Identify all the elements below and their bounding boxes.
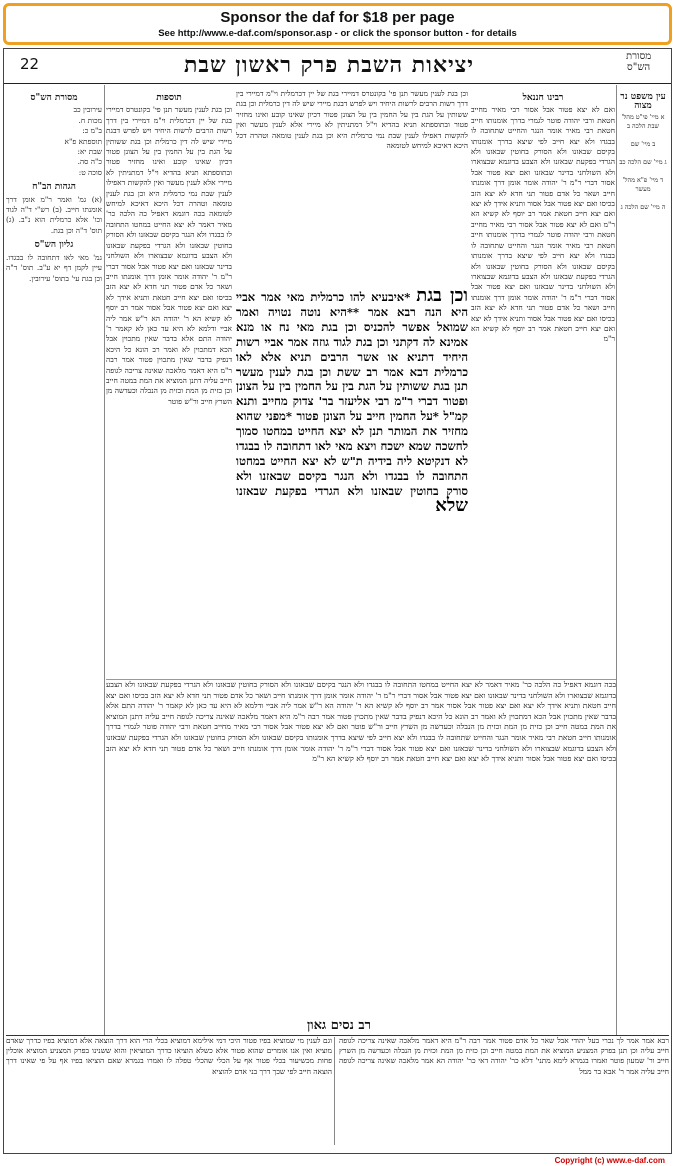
tosafot-heading: תוספות bbox=[156, 93, 182, 103]
gilyon-heading: גליון הש"ס bbox=[34, 240, 74, 251]
gemara-end-word: שלא bbox=[435, 494, 468, 516]
tosafot-column bbox=[106, 89, 232, 675]
ein-mishpat-item-3: ג מיי' שם הלכה כב bbox=[619, 158, 667, 166]
ein-mishpat-item-0: עין משפט נר מצוה bbox=[620, 92, 666, 111]
rav-nissim-left-column bbox=[6, 1036, 332, 1146]
masoret-ref-2: ב"מ כ: bbox=[82, 126, 102, 136]
ein-mishpat-item-4: ד מיי' פ"א מהל' מעשר bbox=[622, 176, 664, 193]
ein-mishpat-item-5: ה מיי' שם הלכה ג bbox=[620, 203, 666, 211]
rav-nissim-heading: רב נסים גאון bbox=[306, 1018, 372, 1033]
rav-nissim-section bbox=[6, 1035, 669, 1146]
copyright-notice: Copyright (c) www.e-daf.com bbox=[554, 1156, 665, 1165]
masoret-label-1: מסורת bbox=[626, 51, 652, 62]
rabbeinu-chananel-heading: רבינו חננאל bbox=[522, 93, 564, 103]
lower-commentary bbox=[106, 679, 616, 1010]
page-header bbox=[4, 49, 671, 84]
page-title: יציאות השבת פרק ראשון שבת bbox=[184, 52, 475, 78]
rav-nissim-left-text: וגם לענין מי שמוציא בפיו פטור היכי דמי אילימא דמוציא בכלי הרי הוא דרך הוצאה אלא דמוציא בפיו כדרך שאדם מוציא ואין אנו אומרים שהוא פטור אלא כשלא הוציאו כדרך המוציאין והוא ששנינו בפרק המצניע המוציא אוכלין פחות מכשיעור בכלי פטור אף על הכלי שהכלי טפלה לו ואמרו בגמרא שאם הוציאו בפיו אף על פי שאינו דרך הוצאה חייב לפי שכך דרך בני אדם להוציא bbox=[6, 1036, 332, 1076]
tosafot-text-repeat: בכה דוגמא דאפיל כה הלכה כר' מאיר דאמר לא יצא החייט במחטו התחובה לו בבגדו ולא הנגר בקיסם שבאזנו ולא הסורק בחוטין שבאזנו ולא הגרדי בפקעת שבאזנו ולא הצבע בדוגמא שבצוארו ולא השולחני בדינר שבאזנו ואם יצא פטור אבל אסור דברי ר"מ ר' יהודה אומר אומן דרך אומנתו חייב ושאר כל אדם פטור תני חדא לא יצא הזב בכיסו ואם יצא חייב חטאת ותניא אידך לא יצא ואם יצא פטור אבל אסור אמר רב יוסף לא קשיא הא ר' יהודה הא ר"ש אמר ליה אביי ודלמא לא היא עד כאן לא קאמר ר' יהודה התם אלא בדבר שאין מתכוין אבל הכא דמתכוין לא ואמר רב הונא כל היכא דנפיק בדבר שאין מתכוין פטור אמר רבה ר"מ היא דאמר מלאכה שאינה צריכה לגופה חייב עליה דתנן המוציא את המת במטה חייב וכן כזית מן המת וכזית מן הנבלה וכעדשה מן השרץ חייב ור"ש פוטר bbox=[106, 209, 232, 406]
sponsor-subtitle[interactable]: See http://www.e-daf.com/sponsor.asp - or click the sponsor button - for details bbox=[158, 28, 517, 39]
rabbeinu-chananel-column bbox=[471, 89, 615, 675]
tosafot-inline: וכן בגת לענין מעשר תנן פי' בקונטרס דמיירי בגת של יין דכרמלית וי"מ דמיירי בין דרך רשות הרבים לרשות היחיד ויש לפרש דבגת מיירי שיש לה דין כרמלית וכן בגת ששותין על הגת בין על החמין בין על הצונן פטור דכיון שאינו קובע ואינו מחזיר פטור ובתוספתא תניא בהדיא וי"ל דמתניתין לא מיירי אלא לענין מעשר ואין להקשות דאפילו לענין שבת נמי כרמלית היא וכן בגת לענין טומאה וטהרה דכל היכא דאיכא למיחש לטומאה bbox=[236, 89, 468, 151]
sponsor-title[interactable]: Sponsor the daf for $18 per page bbox=[220, 9, 455, 26]
sponsor-banner[interactable] bbox=[3, 3, 672, 45]
tosafot-text: וכן בגת לענין מעשר תנן פי' בקונטרס דמיירי בגת של יין דכרמלית וי"מ דמיירי בין דרך רשות הרבים לרשות היחיד ויש לפרש דבגת מיירי שיש לה דין כרמלית וכן בגת ששותין על הגת בין על החמין בין על הצונן פטור דכיון שאינו קובע ואינו מחזיר פטור ובתוספתא תניא בהדיא וי"ל דמתניתין לא מיירי אלא לענין מעשר ואין להקשות דאפילו לענין שבת נמי כרמלית היא וכן בגת לענין טומאה וטהרה דכל היכא דאיכא למיחש לטומאה bbox=[106, 105, 232, 219]
divider-bottom bbox=[334, 1037, 335, 1145]
masoret-ref-6: סוכה ט: bbox=[78, 167, 102, 177]
rav-nissim-right-column bbox=[339, 1036, 669, 1146]
rav-nissim-right-text: רבא אמר אמר לך נכרי בעל יהודי אבל שאר כל אדם פטור אמר רבה ר"מ היא דאמר מלאכה שאינה צריכה לגופה חייב עליה וכן תנן בפרק המצניע המוציא את המת במטה חייב וכן כזית מן המת וכזית מן הנבלה וכעדשה מן השרץ חייב ור' שמעון פוטר ואמרו בגמרא לימא מתני' דלא כר' יהודה דאי כר' יהודה הא אמר מלאכה שאינה צריכה לגופה חייב עליה אמר ר' אבא בר ממל bbox=[339, 1036, 669, 1076]
masoret-ref-0: עירובין כב bbox=[73, 105, 102, 115]
ein-mishpat-item-2: ב מיי' שם bbox=[630, 140, 656, 148]
masoret-label-2: הש"ס bbox=[627, 62, 651, 73]
gemara-opening-word: וכן בגת bbox=[416, 289, 468, 306]
lower-commentary-text-2: ואם לא יצא פטור אבל אסור רבי מאיר מחייב חטאת ורבי יהודה פוטר לגמרי בדרך אומנותו חייב חטאת רבי מאיר אומר הנגר והחייט שתחובה לו בבגדו ולא יצא חייב לפי שיצא בדרך אומנותו בקיסם שבאזנו ולא הסורק בחוטין שבאזנו ולא הגרדי בפקעת שבאזנו ולא הצבע בדוגמא שבצוארו ולא השולחני בדינר שבאזנו ואם יצא פטור אבל אסור דברי ר"מ ר' יהודה אומר אומן דרך אומנתו חייב ושאר כל אדם פטור תני חדא לא יצא הזב בכיסו ואם יצא פטור אבל אסור ותניא אידך לא יצא ואם יצא חייב חטאת אמר רב יוסף לא קשיא הא ר"מ bbox=[106, 722, 616, 764]
masoret-ref-3: תוספתא פ"א bbox=[64, 136, 102, 146]
talmud-page bbox=[3, 48, 672, 1154]
gemara-commentary-top bbox=[236, 89, 468, 285]
page-number: 22 bbox=[20, 55, 40, 73]
masoret-heading: מסורת הש"ס bbox=[30, 93, 78, 103]
haghot-text: (א) גמ' ואמר ר"מ אומן דרך אומנתו חייב. (ב) רש"י ד"ה לגוד וכו' אלא כרמלית הוא נ"ב. (ג) תוס' ד"ה וכן בגת. bbox=[6, 194, 102, 235]
masoret-hashas-column bbox=[6, 89, 102, 959]
divider-right bbox=[616, 85, 617, 1035]
gemara-main-text bbox=[236, 289, 468, 671]
masoret-ref-4: שבת יא: bbox=[77, 147, 102, 157]
header-left-label bbox=[626, 51, 651, 73]
gemara-body: *איבעיא להו כרמלית מאי אמר אביי היא הנה רבא אמר **היא נוטה נטויה ואמר שמואל אפשר להכניס וכן בגת מאי נח או מנא אמינא לה דקתני וכן בגת לגוד גוזה אמר אביי רשות היחיד דתניא או אשר הרבים תניא אלא לאו כרמלית דבא אמר רב ששת וכן בגת לענין מעשר תנן בגת ששותין על הגת בין על החמין בין על הצונן ופטור דברי ר"מ רבי אליעזר בר' צדוק מחייב ותנא קמ"ל *על החמין חייב על הצונן פטור *מפני שהוא מחזיר את המותר תנן לא יצא החייט במחטו סמוך לחשכה שמא ישכח ויצא מאי לאו דתחובה לו בבגדו לא דנקיטא ליה בידיה ת"ש לא יצא החייט במחטו התחובה לו בבגדו ולא הנגר בקיסם שבאזנו ולא סורק בחוטין שבאזנו ולא הגרדי בפקעת שבאזנו bbox=[236, 290, 468, 498]
ein-mishpat-column bbox=[617, 89, 669, 959]
gilyon-text: גמ' מאי לאו דתחובה לו בבגדו. עיין לקמן דף יא ע"ב. תוס' ד"ה וכן בגת עי' בתוס' עירובין. bbox=[6, 252, 102, 283]
divider-left bbox=[104, 85, 105, 1035]
masoret-ref-5: כ"ה סה. bbox=[77, 157, 102, 167]
ein-mishpat-item-1: א מיי' פי"ט מהל' שבת הלכה ב bbox=[621, 113, 665, 130]
rabbeinu-chananel-text: ואם לא יצא פטור אבל אסור רבי מאיר מחייב חטאת ורבי יהודה פוטר לגמרי בדרך אומנותו חייב חטאת רבי מאיר אומר הנגר והחייט שתחובה לו בבגדו ולא יצא חייב לפי שיצא בדרך אומנותו בקיסם שבאזנו ולא הסורק בחוטין שבאזנו ולא הגרדי בפקעת שבאזנו ולא הצבע בדוגמא שבצוארו ולא השולחני בדינר שבאזנו ואם יצא פטור אבל אסור דברי ר"מ ר' יהודה אומר אומן דרך אומנתו חייב ושאר כל אדם פטור תני חדא לא יצא הזב בכיסו ואם יצא פטור אבל אסור ותניא אידך לא יצא ואם יצא חייב חטאת אמר רב יוסף לא קשיא הא ר"מ bbox=[471, 105, 615, 229]
haghot-heading: הגהות הב"ח bbox=[32, 182, 76, 193]
masoret-ref-1: מכות ח. bbox=[78, 115, 102, 125]
lower-commentary-text: בכה דוגמא דאפיל כה הלכה כר' מאיר דאמר לא יצא החייט במחטו התחובה לו בבגדו ולא הנגר בקיסם שבאזנו ולא הסורק בחוטין שבאזנו ולא הגרדי בפקעת שבאזנו ולא הצבע בדוגמא שבצוארו ולא השולחני בדינר שבאזנו ואם יצא פטור אבל אסור דברי ר"מ ר' יהודה אומר אומן דרך אומנתו חייב ושאר כל אדם פטור תני חדא לא יצא הזב בכיסו ואם יצא חייב חטאת ותניא אידך לא יצא ואם יצא פטור אבל אסור אמר רב יוסף לא קשיא הא ר' יהודה הא ר"ש אמר ליה אביי ודלמא לא היא עד כאן לא קאמר ר' יהודה התם אלא בדבר שאין מתכוין אבל הכא דמתכוין לא ואמר רב הונא כל היכא דנפיק בדבר שאין מתכוין פטור אמר רבה ר"מ היא דאמר מלאכה שאינה צריכה לגופה חייב עליה דתנן המוציא את המת במטה חייב וכן כזית מן המת וכזית מן הנבלה וכעדשה מן השרץ חייב ור"ש פוטר bbox=[106, 680, 616, 732]
rabbeinu-chananel-text-repeat: ואם לא יצא פטור אבל אסור רבי מאיר מחייב חטאת ורבי יהודה פוטר לגמרי בדרך אומנותו חייב חטאת רבי מאיר אומר הנגר והחייט שתחובה לו בבגדו ולא יצא חייב לפי שיצא בדרך אומנותו בקיסם שבאזנו ולא הסורק בחוטין שבאזנו ולא הגרדי בפקעת שבאזנו ולא הצבע בדוגמא שבצוארו ולא השולחני בדינר שבאזנו ואם יצא פטור אבל אסור דברי ר"מ ר' יהודה אומר אומן דרך אומנתו חייב ושאר כל אדם פטור תני חדא לא יצא הזב בכיסו ואם יצא פטור אבל אסור ותניא אידך לא יצא ואם יצא חייב חטאת אמר רב יוסף לא קשיא הא ר"מ bbox=[471, 219, 615, 344]
